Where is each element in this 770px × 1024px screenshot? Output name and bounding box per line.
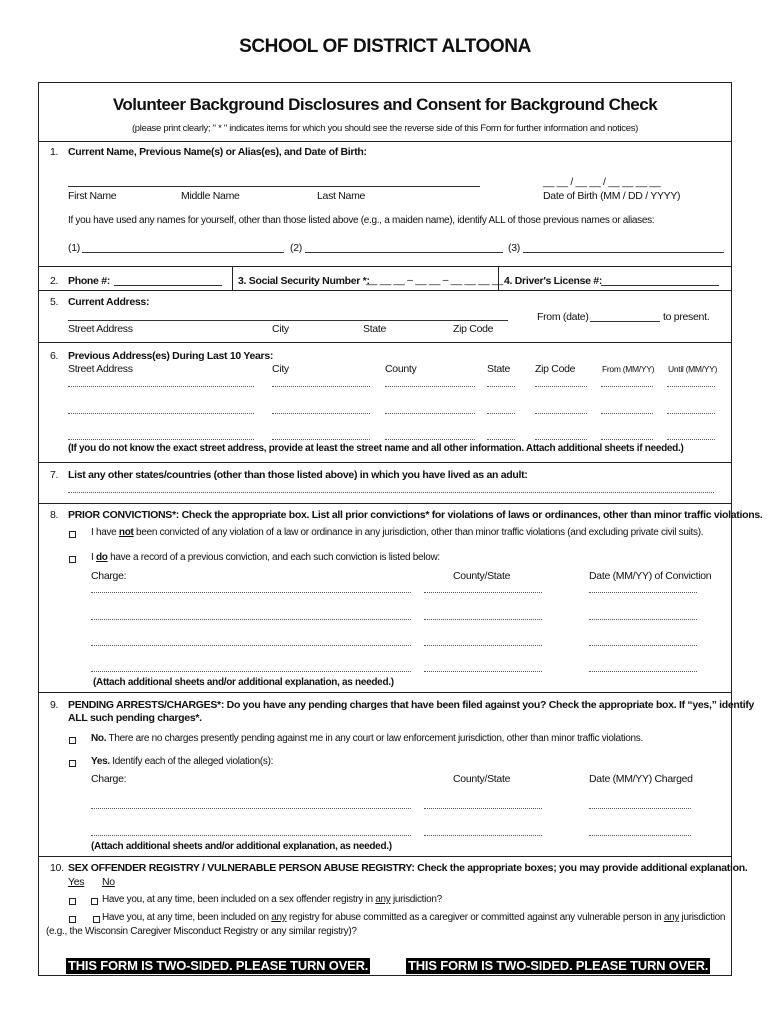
other-states-field[interactable] <box>68 492 714 493</box>
prev-county-label: County <box>385 363 417 375</box>
conviction-charge-label: Charge: <box>91 570 127 582</box>
turn-over-banner-right: THIS FORM IS TWO-SIDED. PLEASE TURN OVER. <box>408 958 709 973</box>
dob-label: Date of Birth (MM / DD / YYYY) <box>543 190 681 202</box>
alias-3-label: (3) <box>508 242 520 254</box>
s1-number: 1. <box>50 146 59 158</box>
pending-date-field[interactable] <box>589 808 691 809</box>
no-conviction-statement: I have not been convicted of any violation of a law or ordinance in any jurisdiction, other than minor traffic violations (and excluding private civil suits). <box>91 527 704 538</box>
form-title: Volunteer Background Disclosures and Consent for Background Check <box>112 95 658 114</box>
turn-over-banner-left: THIS FORM IS TWO-SIDED. PLEASE TURN OVER. <box>68 958 369 973</box>
prev-county-field[interactable] <box>385 386 475 387</box>
s5-heading: Current Address: <box>68 296 150 308</box>
divider <box>38 503 732 504</box>
pending-charge-label: Charge: <box>91 773 127 785</box>
prev-zip-label: Zip Code <box>535 363 576 375</box>
pending-charge-field[interactable] <box>91 835 411 836</box>
abuse-registry-question-cont: (e.g., the Wisconsin Caregiver Misconduct Registry or any similar registry)? <box>46 926 357 937</box>
divider <box>38 462 732 463</box>
s9-heading-cont: ALL such pending charges*. <box>68 712 202 724</box>
prev-street-field[interactable] <box>68 386 254 387</box>
s8-number: 8. <box>50 509 59 521</box>
current-address-field[interactable] <box>68 320 508 321</box>
prev-city-field[interactable] <box>272 386 370 387</box>
conviction-charge-field[interactable] <box>91 645 411 646</box>
divider <box>38 141 732 142</box>
city-label: City <box>272 323 289 335</box>
prev-street-label: Street Address <box>68 363 133 375</box>
prev-street-field[interactable] <box>68 413 254 414</box>
middle-name-label: Middle Name <box>181 190 240 202</box>
state-label: State <box>363 323 387 335</box>
prev-from-label: From (MM/YY) <box>602 364 655 374</box>
sex-offender-yes-checkbox[interactable] <box>69 898 76 905</box>
prev-from-field[interactable] <box>601 439 653 440</box>
prev-state-field[interactable] <box>487 413 515 414</box>
street-label: Street Address <box>68 323 133 335</box>
divider <box>38 692 732 693</box>
conviction-date-field[interactable] <box>589 645 697 646</box>
prev-zip-field[interactable] <box>535 413 587 414</box>
abuse-registry-yes-checkbox[interactable] <box>69 916 76 923</box>
prev-county-field[interactable] <box>385 413 475 414</box>
alias-3-field[interactable] <box>523 252 724 253</box>
prev-until-label: Until (MM/YY) <box>668 364 717 374</box>
prev-zip-field[interactable] <box>535 439 587 440</box>
divider <box>38 342 732 343</box>
no-pending-statement: No. There are no charges presently pending against me in any court or law enforcement jurisdiction, other than minor traffic violations. <box>91 733 643 744</box>
phone-label: Phone #: <box>68 275 110 287</box>
phone-field[interactable] <box>114 285 222 286</box>
alias-1-field[interactable] <box>82 252 284 253</box>
ssn-label: 3. Social Security Number *: <box>238 275 370 287</box>
prev-city-field[interactable] <box>272 413 370 414</box>
divider <box>38 266 732 267</box>
ssn-field[interactable]: __ __ __ – __ __ – __ __ __ __ <box>366 274 503 286</box>
has-conviction-checkbox[interactable] <box>69 556 76 563</box>
sex-offender-question: Have you, at any time, been included on a sex offender registry in any jurisdiction? <box>102 894 442 905</box>
form-instructions: (please print clearly; " * " indicates items for which you should see the reverse side of this Form for further information and notices) <box>131 123 639 134</box>
s10-number: 10. <box>50 862 64 874</box>
s7-heading: List any other states/countries (other than those listed above) in which you have lived as an adult: <box>68 469 528 481</box>
prev-state-label: State <box>487 363 511 375</box>
prev-county-field[interactable] <box>385 439 475 440</box>
conviction-county-field[interactable] <box>424 645 542 646</box>
pending-county-state-label: County/State <box>453 773 511 785</box>
conviction-date-field[interactable] <box>589 671 697 672</box>
s8-attach-note: (Attach additional sheets and/or additional explanation, as needed.) <box>93 677 394 688</box>
s9-number: 9. <box>50 699 59 711</box>
prev-from-field[interactable] <box>601 386 653 387</box>
drivers-license-field[interactable] <box>601 285 719 286</box>
prev-street-field[interactable] <box>68 439 254 440</box>
zip-label: Zip Code <box>453 323 494 335</box>
s8-heading: PRIOR CONVICTIONS*: Check the appropriate box. List all prior convictions* for violations of laws or ordinances, other than minor traffic violations. <box>68 509 763 521</box>
prev-until-field[interactable] <box>667 386 715 387</box>
no-pending-checkbox[interactable] <box>69 737 76 744</box>
alias-2-field[interactable] <box>305 252 503 253</box>
to-present-label: to present. <box>663 311 710 323</box>
prev-city-field[interactable] <box>272 439 370 440</box>
prev-until-field[interactable] <box>667 439 715 440</box>
divider <box>38 856 732 857</box>
no-conviction-checkbox[interactable] <box>69 531 76 538</box>
prev-state-field[interactable] <box>487 386 515 387</box>
prev-until-field[interactable] <box>667 413 715 414</box>
prev-from-field[interactable] <box>601 413 653 414</box>
alias-1-label: (1) <box>68 242 80 254</box>
pending-county-field[interactable] <box>424 808 542 809</box>
conviction-county-field[interactable] <box>424 619 542 620</box>
conviction-date-label: Date (MM/YY) of Conviction <box>589 570 712 582</box>
conviction-charge-field[interactable] <box>91 671 411 672</box>
conviction-charge-field[interactable] <box>91 619 411 620</box>
conviction-date-field[interactable] <box>589 619 697 620</box>
prev-city-label: City <box>272 363 289 375</box>
last-name-label: Last Name <box>317 190 366 202</box>
abuse-registry-question: Have you, at any time, been included on any registry for abuse committed as a caregiver or committed against any vulnerable person in any jurisdiction <box>102 912 726 923</box>
alias-2-label: (2) <box>290 242 302 254</box>
s10-heading: SEX OFFENDER REGISTRY / VULNERABLE PERSON ABUSE REGISTRY: Check the appropriate boxes; you may provide additional explanation. <box>68 862 748 874</box>
s6-note: (If you do not know the exact street address, provide at least the street name and all other information. Attach additional sheets if needed.) <box>68 443 684 454</box>
full-name-field[interactable] <box>68 186 480 187</box>
s7-number: 7. <box>50 469 59 481</box>
school-name: SCHOOL OF DISTRICT ALTOONA <box>239 36 531 57</box>
s6-number: 6. <box>50 350 59 362</box>
s2-number: 2. <box>50 275 59 287</box>
yes-column-label: Yes <box>68 876 85 888</box>
conviction-county-field[interactable] <box>424 592 542 593</box>
pending-date-label: Date (MM/YY) Charged <box>589 773 693 785</box>
prev-state-field[interactable] <box>487 439 515 440</box>
from-date-field[interactable] <box>590 321 660 322</box>
s5-number: 5. <box>50 296 59 308</box>
from-date-label: From (date) <box>537 311 589 323</box>
sex-offender-no-checkbox[interactable] <box>91 898 98 905</box>
conviction-charge-field[interactable] <box>91 592 411 593</box>
no-column-label: No <box>102 876 115 888</box>
dob-field[interactable]: __ __ / __ __ / __ __ __ __ <box>543 176 661 188</box>
has-conviction-statement: I do have a record of a previous conviction, and each such conviction is listed below: <box>91 552 440 563</box>
other-names-instructions: If you have used any names for yourself, other than those listed above (e.g., a maiden name), identify ALL of those previous names or aliases: <box>68 215 655 226</box>
cell-divider <box>232 266 233 290</box>
yes-pending-checkbox[interactable] <box>69 760 76 767</box>
first-name-label: First Name <box>68 190 117 202</box>
abuse-registry-no-checkbox[interactable] <box>93 916 100 923</box>
divider <box>38 290 732 291</box>
s6-heading: Previous Address(es) During Last 10 Years: <box>68 350 274 362</box>
s1-heading: Current Name, Previous Name(s) or Alias(es), and Date of Birth: <box>68 146 367 158</box>
drivers-license-label: 4. Driver's License #: <box>504 275 603 287</box>
cell-divider <box>498 266 499 290</box>
pending-charge-field[interactable] <box>91 808 411 809</box>
s9-attach-note: (Attach additional sheets and/or additional explanation, as needed.) <box>91 841 392 852</box>
conviction-county-state-label: County/State <box>453 570 511 582</box>
prev-zip-field[interactable] <box>535 386 587 387</box>
conviction-date-field[interactable] <box>589 592 697 593</box>
yes-pending-statement: Yes. Identify each of the alleged violation(s): <box>91 756 274 767</box>
s9-heading: PENDING ARRESTS/CHARGES*: Do you have any pending charges that have been filed against you? Check the appropriate box. If “yes,” identify <box>68 699 755 711</box>
pending-county-field[interactable] <box>424 835 542 836</box>
pending-date-field[interactable] <box>589 835 691 836</box>
conviction-county-field[interactable] <box>424 671 542 672</box>
